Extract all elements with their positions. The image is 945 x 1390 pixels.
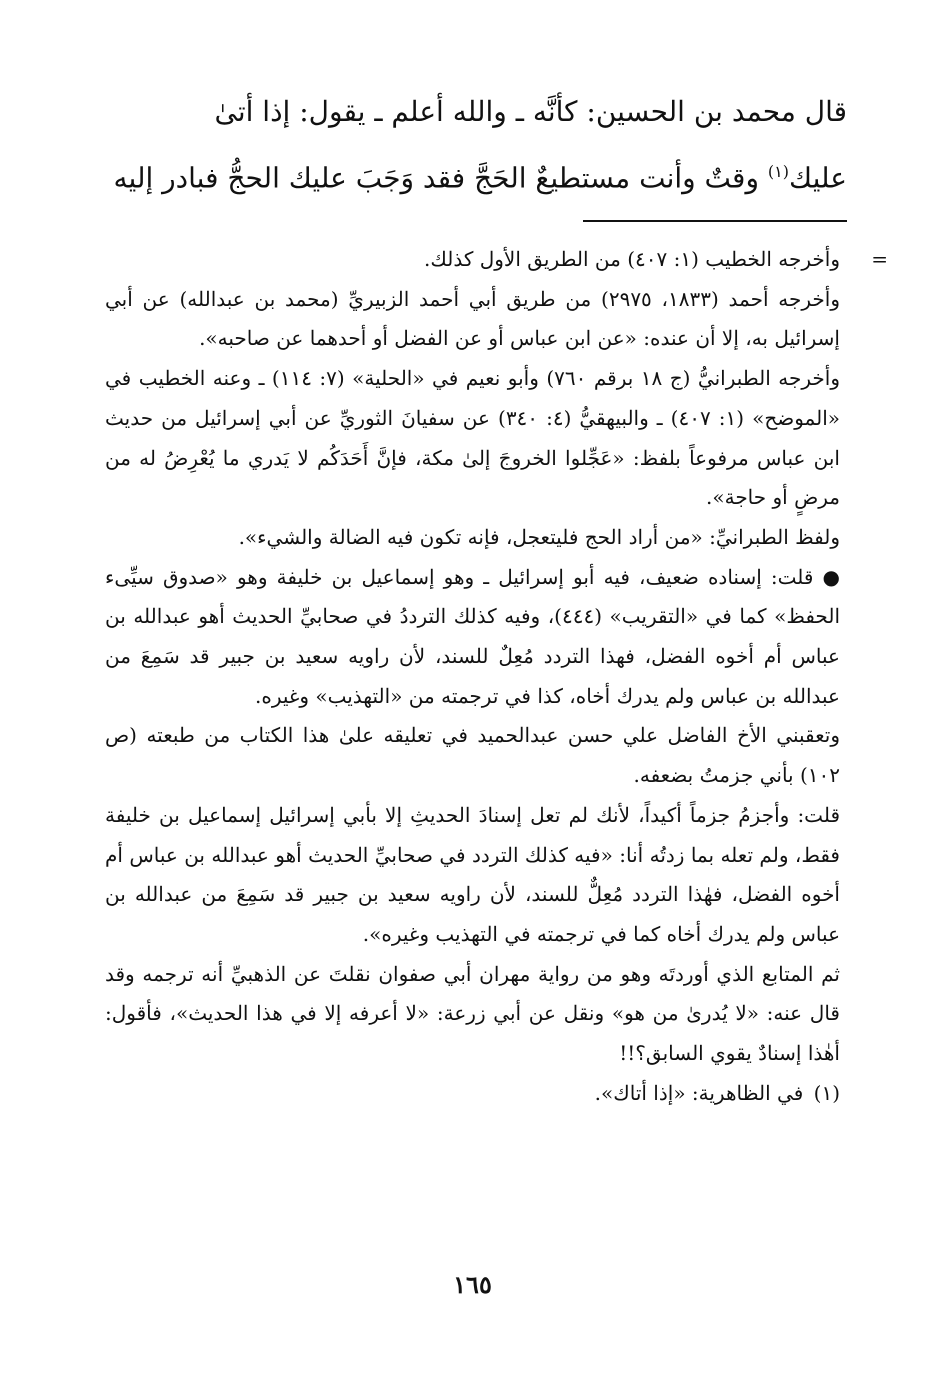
footnote-paragraph: وأخرجه الطبرانيُّ (ج ١٨ برقم ٧٦٠) وأبو نعيم في «الحلية» (٧: ١١٤) ـ وعنه الخطيب في «الموضح» (١: ٤٠٧) ـ والبيهقيُّ (٤: ٣٤٠) عن سفيانَ الثوريِّ عن أبي إسرائيل من حديث ابن عباس مرفوعاً بلفظ: «عَجِّلوا الخروجَ إلىٰ مكة، فإنَّ أَحَدَكُم لا يَدري ما يُعْرِضُ له من مرضٍ أو حاجة».: [105, 366, 840, 510]
footnotes: [105, 240, 888, 1113]
footnote-separator: [583, 220, 847, 222]
main-text-line-2-end: وقتٌ وأنت مستطيعٌ الحَجَّ فقد وَجَبَ عليك الحجُّ فبادر إليه: [113, 161, 768, 195]
main-text-line-2: [97, 142, 847, 208]
main-text-line-2-start: عليك: [788, 161, 847, 195]
footnote-paragraph: ● قلت: إسناده ضعيف، فيه أبو إسرائيل ـ وهو إسماعيل بن خليفة وهو «صدوق سيِّىء الحفظ» كما في «التقريب» (٤٤٤)، وفيه كذلك الترددُ في صحابيِّ الحديث أهو عبدالله بن عباس أم أخوه الفضل، فهذا التردد مُعِلٌ للسند، لأن راويه سعيد بن جبير قد سَمِعَ من عبدالله بن عباس ولم يدرك أخاه، كذا في ترجمته من «التهذيب» وغيره.: [105, 564, 840, 708]
footnote-paragraph: ثم المتابع الذي أوردتَه وهو من رواية مهران أبي صفوان نقلتَ عن الذهبيِّ أنه ترجمه وقد قال عنه: «لا يُدرىٰ من هو» ونقل عن أبي زرعة: «لا أعرفه إلا في هذا الحديث»، فأقول: أهٰذا إسنادٌ يقوي السابق؟!!: [105, 961, 840, 1066]
footnote-1-number: (١): [813, 1080, 840, 1105]
footnote-continuation: [105, 240, 888, 1074]
footnote-paragraph: وأخرجه أحمد (١٨٣٣، ٢٩٧٥) من طريق أبي أحمد الزبيريِّ (محمد بن عبدالله) عن أبي إسرائيل به، إلا أن عنده: «عن ابن عباس أو عن الفضل أو أحدهما عن صاحبه».: [105, 286, 840, 351]
continuation-mark: =: [871, 247, 888, 271]
page-number: ١٦٥: [453, 1270, 492, 1299]
footnote-paragraph: قلت: وأجزمُ جزماً أكيداً، لأنك لم تعل إسنادَ الحديثِ إلا بأبي إسرائيل إسماعيل بن خليفة فقط، ولم تعله بما زدتُه أنا: «فيه كذلك التردد في صحابيِّ الحديث أهو عبدالله بن عباس أم أخوه الفضل، فهٰذا التردد مُعِلٌّ للسند، لأن راويه سعيد بن جبير قد سَمِعَ من عبدالله بن عباس ولم يدرك أخاه كما في ترجمته في التهذيب وغيره».: [105, 802, 840, 946]
footnote-1-text: في الظاهرية: «إذا أتاك».: [594, 1080, 804, 1105]
footnote-1: [105, 1074, 840, 1114]
footnote-paragraph: ولفظ الطبرانيِّ: «من أراد الحج فليتعجل، فإنه تكون فيه الضالة والشيء».: [238, 524, 840, 549]
footnote-reference: (١): [767, 162, 789, 181]
footnote-paragraph: وتعقبني الأخ الفاضل علي حسن عبدالحميد في تعليقه علىٰ هذا الكتاب من طبعته (ص ١٠٢) بأني جزمتُ بضعفه.: [105, 723, 840, 788]
main-text: [97, 82, 847, 208]
footnote-paragraph: وأخرجه الخطيب (١: ٤٠٧) من الطريق الأول كذلك.: [424, 247, 840, 271]
main-text-line-1: قال محمد بن الحسين: كأنَّه ـ والله أعلم ـ يقول: إذا أتىٰ: [214, 95, 847, 128]
